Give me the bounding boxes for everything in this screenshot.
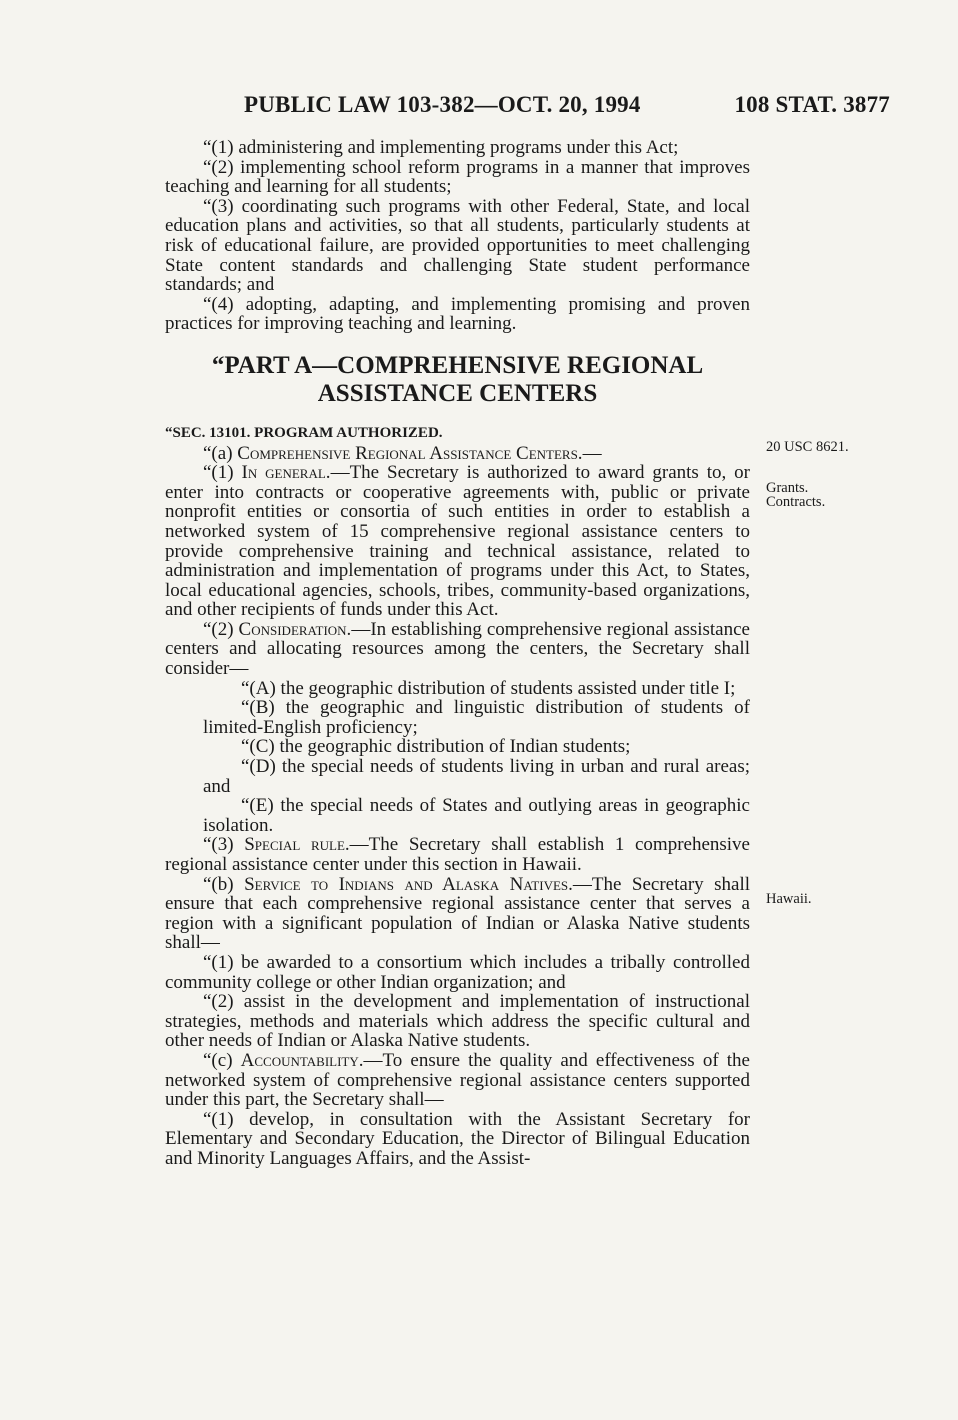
margin-note-usc: 20 USC 8621. <box>766 439 849 455</box>
clause-a2E: “(E) the special needs of States and outlying areas in geographic isolation. <box>203 795 750 836</box>
paragraph-a2-caption: Consideration. <box>238 618 352 640</box>
paragraph-4: “(4) adopting, adapting, and implementing promising and proven practices for improving teaching and learning. <box>165 293 750 335</box>
part-heading-line-1: “PART A—COMPREHENSIVE REGIONAL <box>211 351 704 379</box>
paragraph-a3-caption: Special rule. <box>244 834 350 856</box>
subsection-a-heading <box>165 444 750 464</box>
clause-a2B: “(B) the geographic and linguistic distribution of students of limited-English proficiency; <box>203 697 750 738</box>
paragraph-b1-text: “(1) be awarded to a consortium which includes a tribally controlled community college or other Indian organization; and <box>165 951 750 993</box>
paragraph-a1-caption: In general. <box>241 462 331 484</box>
paragraph-a2 <box>165 620 750 679</box>
header-stat-citation: 108 STAT. 3877 <box>734 92 890 117</box>
paragraph-a3-text: —The Secretary shall establish 1 comprehensive regional assistance center under this section in Hawaii. <box>165 834 750 875</box>
paragraph-3: “(3) coordinating such programs with other Federal, State, and local education plans and activities, so that all students, particularly students at risk of educational failure, are provided opportunities to meet challenging State content standards and challenging State student performance standards; and <box>165 195 750 296</box>
margin-note-hawaii: Hawaii. <box>766 891 812 907</box>
subsection-c-caption: Accountability. <box>240 1049 364 1071</box>
header-title: PUBLIC LAW 103-382—OCT. 20, 1994 <box>244 92 641 117</box>
subsection-b-text: —The Secretary shall ensure that each comprehensive regional assistance center that serves a region with a significant population of Indian or Alaska Native students shall— <box>165 873 751 954</box>
paragraph-a3-prefix: “(3) <box>203 834 245 856</box>
subsection-c <box>165 1051 750 1110</box>
paragraph-a3 <box>165 835 750 874</box>
subsection-a-prefix: “(a) <box>203 442 238 464</box>
paragraph-a1 <box>165 463 750 620</box>
subsection-a-dash: — <box>582 442 602 464</box>
clause-a2D: “(D) the special needs of students living in urban and rural areas; and <box>203 756 750 797</box>
part-heading-line-2: ASSISTANCE CENTERS <box>317 379 598 407</box>
subsection-c-text: —To ensure the quality and effectiveness of the networked system of comprehensive regional assistance centers supported under this part, the Secretary shall— <box>165 1049 750 1111</box>
paragraph-b1 <box>165 953 750 992</box>
part-heading <box>165 352 750 408</box>
statute-body <box>165 138 750 1169</box>
paragraph-1: “(1) administering and implementing programs under this Act; <box>203 137 679 158</box>
subsection-c-prefix: “(c) <box>203 1049 241 1071</box>
paragraph-b2 <box>165 992 750 1051</box>
subsection-b-prefix: “(b) <box>203 873 245 895</box>
section-heading: “SEC. 13101. PROGRAM AUTHORIZED. <box>165 424 443 441</box>
paragraph-a2-prefix: “(2) <box>203 618 239 640</box>
clause-a2C: “(C) the geographic distribution of Indian students; <box>241 736 631 758</box>
margin-note-grants: Grants. <box>766 480 809 496</box>
margin-note-contracts: Contracts. <box>766 494 826 510</box>
clause-a2A: “(A) the geographic distribution of students assisted under title I; <box>241 677 736 699</box>
subsection-a-caption: Comprehensive Regional Assistance Centers. <box>237 442 583 464</box>
subsection-b <box>165 875 750 953</box>
paragraph-a2-text: —In establishing comprehensive regional assistance centers and allocating resources among the centers, the Secretary shall consider— <box>165 618 750 680</box>
subsection-b-caption: Service to Indians and Alaska Natives. <box>244 873 573 895</box>
paragraph-a1-prefix: “(1) <box>203 462 242 484</box>
paragraph-b2-text: “(2) assist in the development and implementation of instructional strategies, methods and materials which address the specific cultural and other needs of Indian or Alaska Native students. <box>165 991 750 1052</box>
paragraph-c1: “(1) develop, in consultation with the Assistant Secretary for Elementary and Secondary Education, the Director of Bilingual Education and Minority Languages Affairs, and the Assist- <box>165 1108 750 1169</box>
paragraph-a1-text: —The Secretary is authorized to award grants to, or enter into contracts or cooperative agreements with, public or private nonprofit entities or consortia of such entities in order to establish a networked system of 15 comprehensive regional assistance centers to provide comprehensive training and technical assistance, related to administration and implementation of programs under this Act, to States, local educational agencies, schools, tribes, community-based organizations, and other recipients of funds under this Act. <box>165 462 750 621</box>
paragraph-2: “(2) implementing school reform programs in a manner that improves teaching and learning for all students; <box>165 156 750 198</box>
